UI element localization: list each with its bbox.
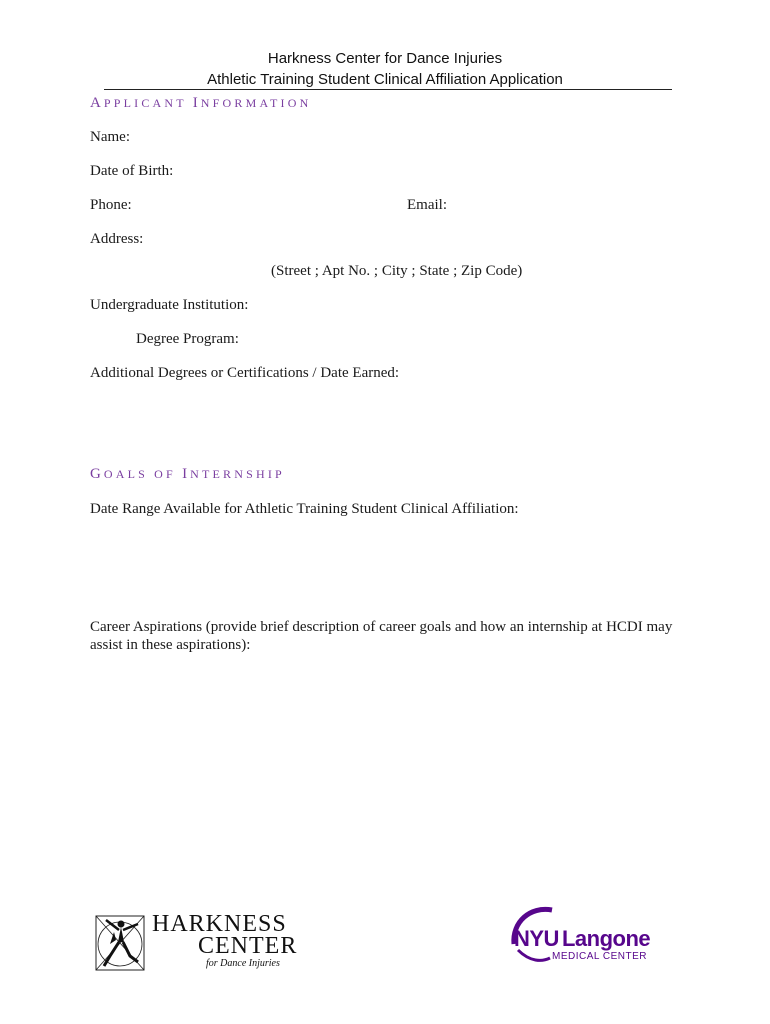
harkness-tagline: for Dance Injuries	[206, 958, 280, 969]
date-range-label: Date Range Available for Athletic Training Student Clinical Affiliation:	[90, 501, 519, 517]
nyu-langone-wordmark: NYU Langone	[514, 926, 651, 951]
undergraduate-institution-label: Undergraduate Institution:	[90, 297, 249, 313]
degree-program-label: Degree Program:	[136, 331, 239, 347]
harkness-wordmark: HARKNESS	[152, 911, 287, 937]
center-wordmark: CENTER	[198, 933, 298, 959]
goals-of-internship-heading: GOALS OF INTERNSHIP	[90, 466, 285, 482]
additional-degrees-label: Additional Degrees or Certifications / Date Earned:	[90, 365, 400, 381]
phone-label: Phone:	[90, 197, 132, 213]
address-hint: (Street ; Apt No. ; City ; State ; Zip Code)	[271, 263, 523, 279]
email-label: Email:	[407, 197, 447, 213]
address-label: Address:	[90, 231, 144, 247]
medical-center-wordmark: MEDICAL CENTER	[552, 951, 647, 962]
career-aspirations-label: Career Aspirations (provide brief description of career goals and how an internship at HCDI may assist in these aspirations):	[90, 619, 673, 653]
header-subtitle: Athletic Training Student Clinical Affiliation Application	[207, 71, 563, 88]
harkness-center-logo	[94, 910, 304, 974]
header-divider	[104, 89, 672, 90]
applicant-information-heading: APPLICANT INFORMATION	[90, 95, 312, 111]
document-header	[0, 48, 770, 90]
name-label: Name:	[90, 129, 130, 145]
nyu-langone-logo	[508, 904, 651, 968]
header-title: Harkness Center for Dance Injuries	[267, 50, 503, 67]
date-of-birth-label: Date of Birth:	[90, 163, 174, 179]
